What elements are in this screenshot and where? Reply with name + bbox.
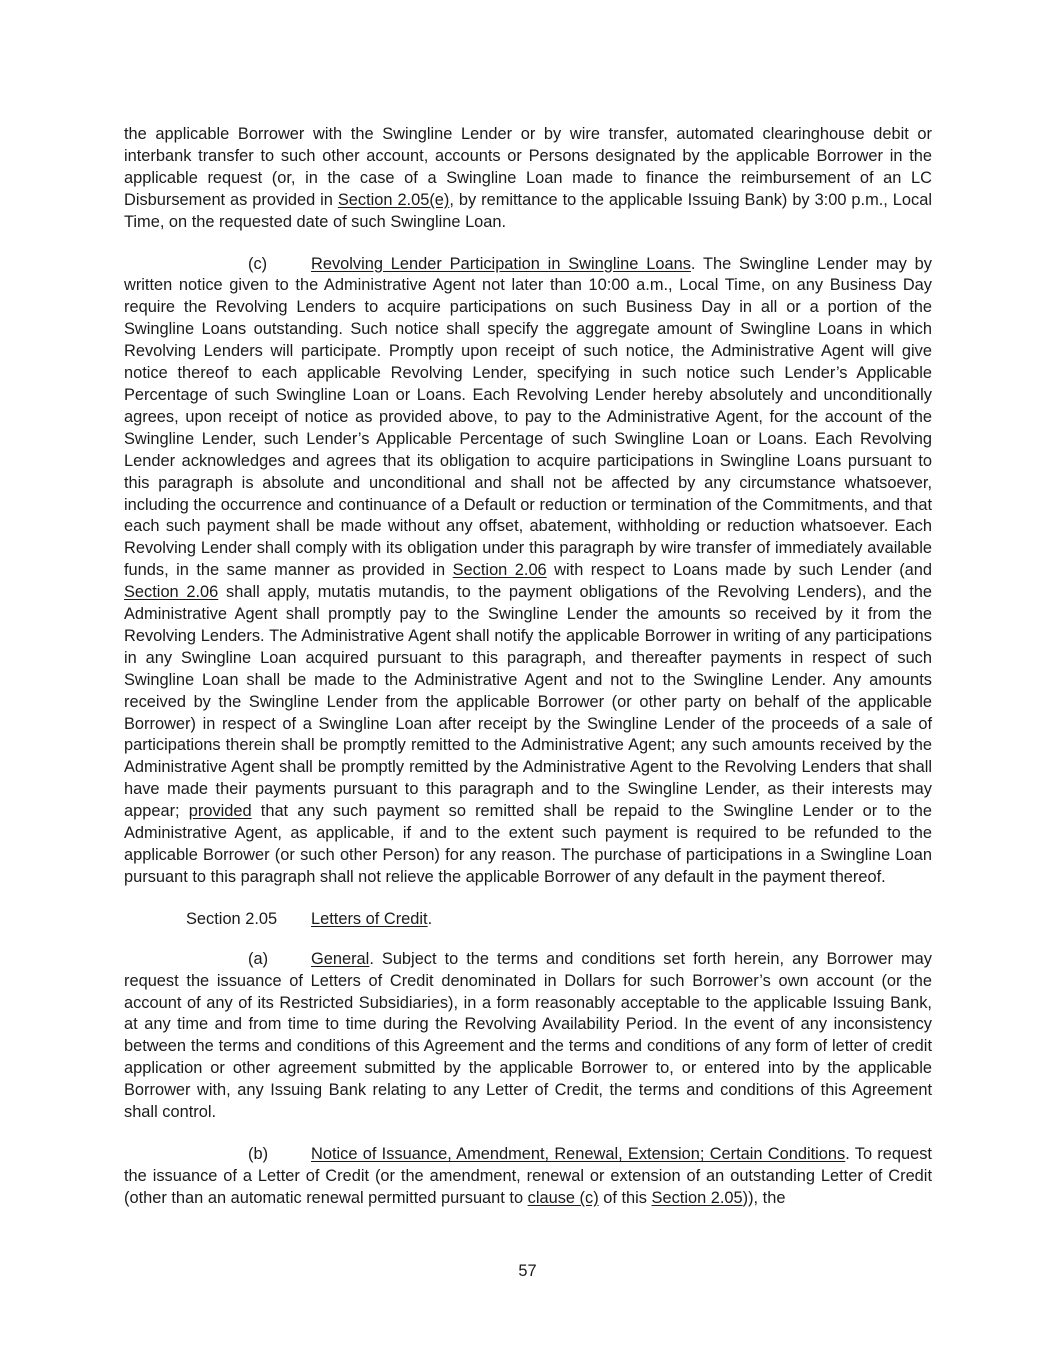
paragraph-text: , by remittance to the applicable Issuing Bank) by 3:00 p.m., Local Time, on the requested date of such Swingline Loan. xyxy=(124,190,932,231)
cross-reference-section-2-05: Section 2.05 xyxy=(651,1188,743,1207)
paragraph-swingline-funding xyxy=(124,124,932,234)
paragraph-text: that any such payment so remitted shall be repaid to the Swingline Lender or to the Administrative Agent, as applicable, if and to the extent such payment is required to be refunded to the applicable Borrower (or such other Person) for any reason. The purchase of participations in a Swingline Loan pursuant to this paragraph shall not relieve the applicable Borrower of any default in the payment thereof. xyxy=(124,802,932,886)
cross-reference-clause-c: clause (c) xyxy=(527,1188,599,1207)
paragraph-text: . To request the issuance of a Letter of Credit (or the amendment, renewal or extension of an outstanding Letter of Credit (other than an automatic renewal permitted pursuant to xyxy=(124,1144,932,1207)
paragraph-text: shall apply, mutatis mutandis, to the payment obligations of the Revolving Lenders), and the Administrative Agent shall promptly pay to the Swingline Lender the amounts so received by it from the Revolving Lenders. The Administrative Agent shall notify the applicable Borrower in writing of any participations in any Swingline Loan acquired pursuant to this paragraph, and thereafter payments in respect of such Swingline Loan shall be made to the Administrative Agent and not to the Swingline Lender. Any amounts received by the Swingline Lender from the applicable Borrower (or other party on behalf of the applicable Borrower) in respect of a Swingline Loan after receipt by the Swingline Lender of the proceeds of a sale of participations therein shall be promptly remitted to the Administrative Agent; any such amounts received by the Administrative Agent shall be promptly remitted by the Administrative Agent to the Revolving Lenders that shall have made their payments pursuant to this paragraph and to the Swingline Lender, as their interests may appear; xyxy=(124,583,932,821)
section-number: Section 2.05 xyxy=(186,909,278,928)
paragraph-b-notice-of-issuance xyxy=(124,1144,932,1210)
paragraph-text: )), the xyxy=(742,1188,786,1207)
defined-term-provided: provided xyxy=(188,802,252,821)
page-number: 57 xyxy=(518,1262,537,1280)
cross-reference-section-2-06: Section 2.06 xyxy=(124,583,219,602)
cross-reference-section-2-05-e: Section 2.05(e) xyxy=(337,190,450,209)
document-page xyxy=(124,124,932,1230)
clause-marker: (b) xyxy=(248,1144,269,1163)
clause-marker: (a) xyxy=(248,949,269,968)
paragraph-a-general xyxy=(124,949,932,1124)
paragraph-c-revolving-lender-participation xyxy=(124,254,932,889)
section-title: Letters of Credit xyxy=(311,909,428,928)
paragraph-text: . The Swingline Lender may by written notice given to the Administrative Agent not later than 10:00 a.m., Local Time, on any Business Day require the Revolving Lenders to acquire participations on such Business Day in all or a portion of the Swingline Loans outstanding. Such notice shall specify the aggregate amount of Swingline Loans in which Revolving Lenders will participate. Promptly upon receipt of such notice, the Administrative Agent will give notice thereof to each applicable Revolving Lender, specifying in such notice such Lender’s Applicable Percentage of such Swingline Loan or Loans. Each Revolving Lender hereby absolutely and unconditionally agrees, upon receipt of notice as provided above, to pay to the Administrative Agent, for the account of the Swingline Lender, such Lender’s Applicable Percentage of such Swingline Loan or Loans. Each Revolving Lender acknowledges and agrees that its obligation to acquire participations in Swingline Loans pursuant to this paragraph is absolute and unconditional and shall not be affected by any circumstance whatsoever, including the occurrence and continuance of a Default or reduction or termination of the Commitments, and that each such payment shall be made without any offset, abatement, withholding or reduction whatsoever. Each Revolving Lender shall comply with its obligation under this paragraph by wire transfer of immediately available funds, in the same manner as provided in xyxy=(124,254,932,580)
section-title-punct: . xyxy=(427,909,433,928)
paragraph-text: with respect to Loans made by such Lender (and xyxy=(546,561,932,580)
clause-heading: Notice of Issuance, Amendment, Renewal, Extension; Certain Conditions xyxy=(311,1144,846,1163)
clause-heading: Revolving Lender Participation in Swingline Loans xyxy=(311,254,691,273)
section-heading xyxy=(186,909,932,931)
paragraph-text: of this xyxy=(598,1188,652,1207)
clause-marker: (c) xyxy=(248,254,268,273)
clause-heading: General xyxy=(311,949,370,968)
paragraph-text: . Subject to the terms and conditions set forth herein, any Borrower may request the issuance of Letters of Credit denominated in Dollars for such Borrower’s own account (or the account of any of its Restricted Subsidiaries), in a form reasonably acceptable to the applicable Issuing Bank, at any time and from time to time during the Revolving Availability Period. In the event of any inconsistency between the terms and conditions of this Agreement and the terms and conditions of any form of letter of credit application or other agreement submitted by the applicable Borrower to, or entered into by the applicable Borrower with, any Issuing Bank relating to any Letter of Credit, the terms and conditions of this Agreement shall control. xyxy=(124,949,932,1122)
paragraph-text: the applicable Borrower with the Swingline Lender or by wire transfer, automated clearinghouse debit or interbank transfer to such other account, accounts or Persons designated by the applicable Borrower in the applicable request (or, in the case of a Swingline Loan made to finance the reimbursement of an LC Disbursement as provided in xyxy=(124,125,932,209)
cross-reference-section-2-06: Section 2.06 xyxy=(452,561,547,580)
